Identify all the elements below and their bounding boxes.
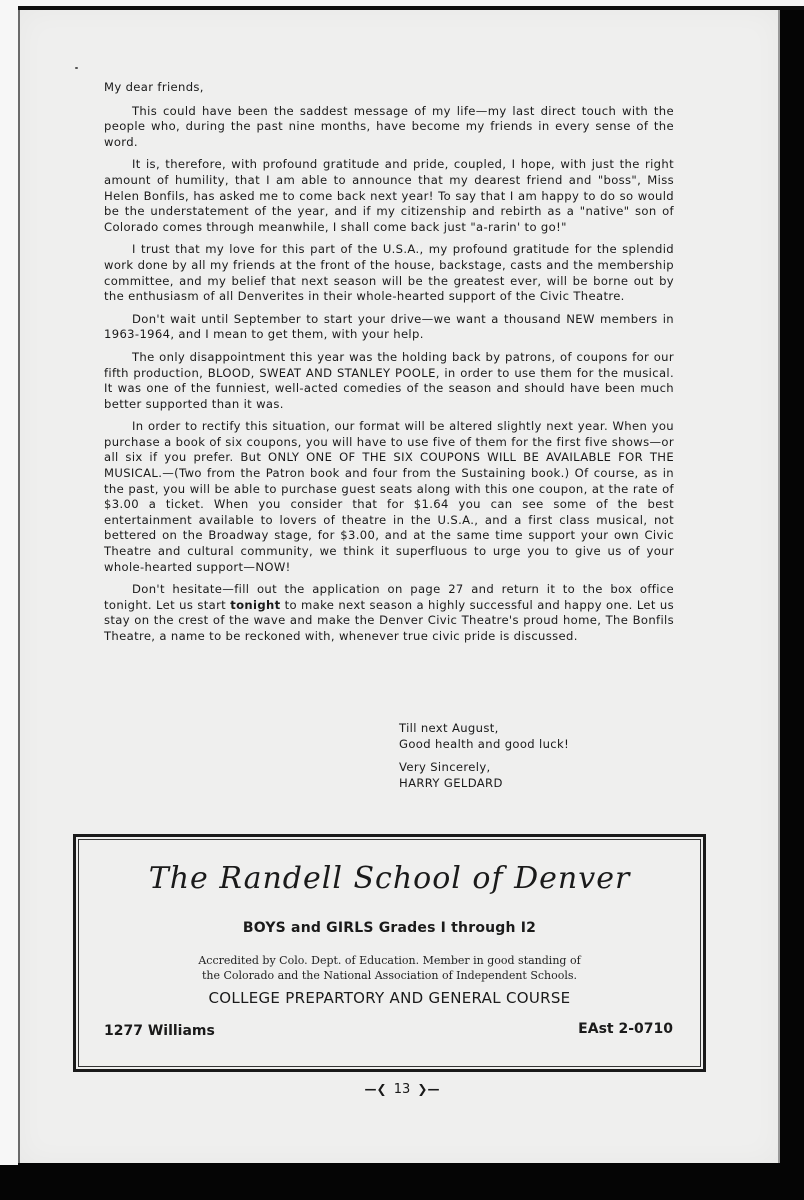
closing-line: Very Sincerely, [399,760,491,774]
ad-accreditation-line: the Colorado and the National Association of Independent Schools. [201,969,578,982]
letter-paragraph: Don't wait until September to start your drive—we want a thousand NEW members in 1963-1964, and I mean to get them, with your help. [104,311,674,342]
letter-closing [399,720,569,791]
letter-paragraph: It is, therefore, with profound gratitude and pride, coupled, I hope, with just the right amount of humility, that I am able to announce that my dearest friend and "boss", Miss Helen Bonfils, has asked me to come back next year! To say that I am happy to do so would be the understatement of the year, and if my citizenship and rebirth as a "native" son of Colorado comes through meanwhile, I shall come back just "a-rarin' to go!" [104,157,674,234]
ad-accreditation [76,953,703,983]
letter-body [104,80,674,652]
closing-line: Good health and good luck! [399,737,570,751]
letter-salutation: My dear friends, [104,80,204,94]
page-number-footer [0,1082,804,1097]
letter-paragraph: The only disappointment this year was the holding back by patrons, of coupons for our fifth production, BLOOD, SWEAT AND STANLEY POOLE, in order to use them for the musical. It was one of the funniest, well-acted comedies of the season and should have been much better supported than it was. [104,349,674,411]
ornament-left-icon: —❮ [364,1082,387,1096]
ad-accreditation-line: Accredited by Colo. Dept. of Education. Member in good standing of [198,954,581,967]
letter-paragraph: I trust that my love for this part of the U.S.A., my profound gratitude for the splendid work done by all my friends at the front of the house, backstage, casts and the membership committee, and my belief that next season will be the greatest ever, will be borne out by the enthusiasm of all Denverites in their whole-hearted support of the Civic Theatre. [104,242,674,304]
closing-line: Till next August, [399,721,499,735]
letter-paragraph-final [104,582,674,644]
ornament-right-icon: ❯— [417,1082,440,1096]
text-run: Don't hesitate—fill out the application on page 27 and return it to the box office tonight. Let us start [104,582,674,612]
emphasis-tonight: tonight [230,597,281,612]
ad-address: 1277 Williams [104,1023,215,1039]
scan-margin-left [0,0,18,1165]
signature: HARRY GELDARD [399,776,503,790]
ad-phone: EAst 2-0710 [578,1021,673,1037]
ad-title: The Randell School of Denver [148,861,631,896]
letter-paragraph: In order to rectify this situation, our format will be altered slightly next year. When you purchase a book of six coupons, you will have to use five of them for the first five shows—or all six if you prefer. But ONLY ONE OF THE SIX COUPONS WILL BE AVAILABLE FOR THE MUSICAL.—(Two from the Patron book and four from the Sustaining book.) Of course, as in the past, you will be able to purchase guest seats along with this one coupon, at the rate of $3.00 a ticket. When you consider that for $1.64 you can see some of the best entertainment available to lovers of theatre in the U.S.A., and a first class musical, not bettered on the Broadway stage, for $3.00, and at the same time support your own Civic Theatre and cultural community, we think it superfluous to urge you to give us of your whole-hearted support—NOW! [104,419,674,574]
ad-course: COLLEGE PREPARTORY AND GENERAL COURSE [208,989,571,1007]
text-run: to make next season a highly successful and happy one. Let us stay on the crest of the wave and make the Denver Civic Theatre's proud home, The Bonfils Theatre, a name to be reckoned with, whenever true civic pride is discussed. [104,597,674,643]
page-number: 13 [393,1082,411,1097]
school-advertisement [73,834,706,1072]
ink-speck [75,67,78,69]
letter-paragraph: This could have been the saddest message of my life—my last direct touch with the people who, during the past nine months, have become my friends in every sense of the word. [104,103,674,149]
ad-subtitle: BOYS and GIRLS Grades I through I2 [242,920,537,936]
